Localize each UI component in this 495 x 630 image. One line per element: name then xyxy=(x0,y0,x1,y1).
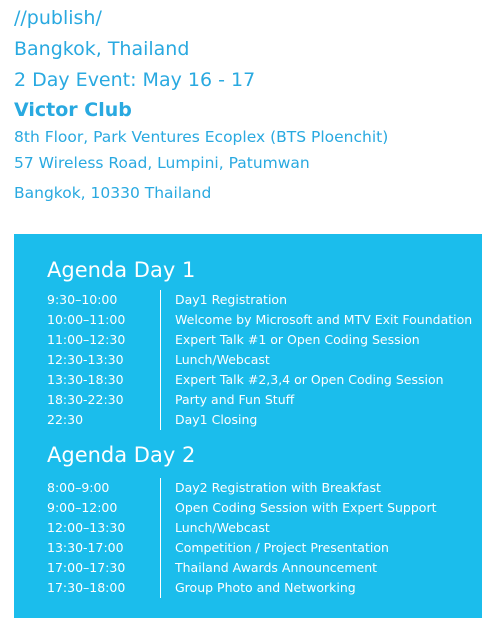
schedule-time: 13:30-18:30 xyxy=(47,372,124,387)
schedule-time: 9:00–12:00 xyxy=(47,500,118,515)
event-city: Bangkok, Thailand xyxy=(14,38,190,60)
schedule-row xyxy=(47,518,467,538)
schedule-time: 10:00–11:00 xyxy=(47,312,126,327)
event-header xyxy=(14,6,388,207)
schedule-row xyxy=(47,538,467,558)
schedule-event: Lunch/Webcast xyxy=(175,352,270,367)
column-divider xyxy=(160,558,161,578)
event-dates: 2 Day Event: May 16 - 17 xyxy=(14,69,256,91)
schedule-time: 17:00–17:30 xyxy=(47,560,126,575)
schedule-time: 9:30–10:00 xyxy=(47,292,118,307)
schedule-row xyxy=(47,370,467,390)
schedule-event: Expert Talk #2,3,4 or Open Coding Session xyxy=(175,372,444,387)
schedule-row xyxy=(47,410,467,430)
schedule-event: Thailand Awards Announcement xyxy=(175,560,378,575)
agenda-day-2-title: Agenda Day 2 xyxy=(47,443,196,467)
schedule-event: Expert Talk #1 or Open Coding Session xyxy=(175,332,420,347)
column-divider xyxy=(160,310,161,330)
agenda-panel xyxy=(14,234,482,618)
schedule-event: Day1 Registration xyxy=(175,292,287,307)
schedule-time: 17:30–18:00 xyxy=(47,580,126,595)
column-divider xyxy=(160,538,161,558)
schedule-row xyxy=(47,498,467,518)
schedule-time: 18:30-22:30 xyxy=(47,392,124,407)
schedule-row xyxy=(47,558,467,578)
schedule-row xyxy=(47,330,467,350)
schedule-time: 12:30-13:30 xyxy=(47,352,124,367)
address-line-2: 57 Wireless Road, Lumpini, Patumwan xyxy=(14,154,310,172)
schedule-event: Day2 Registration with Breakfast xyxy=(175,480,381,495)
column-divider xyxy=(160,330,161,350)
schedule-event: Group Photo and Networking xyxy=(175,580,356,595)
schedule-event: Day1 Closing xyxy=(175,412,258,427)
publish-tag: //publish/ xyxy=(14,7,102,29)
schedule-row xyxy=(47,290,467,310)
schedule-time: 22:30 xyxy=(47,412,84,427)
schedule-row xyxy=(47,390,467,410)
column-divider xyxy=(160,410,161,430)
schedule-event: Party and Fun Stuff xyxy=(175,392,295,407)
schedule-event: Open Coding Session with Expert Support xyxy=(175,500,437,515)
column-divider xyxy=(160,290,161,310)
address-line-1: 8th Floor, Park Ventures Ecoplex (BTS Ploenchit) xyxy=(14,128,389,146)
agenda-day-1-schedule xyxy=(47,290,473,430)
schedule-event: Welcome by Microsoft and MTV Exit Foundation xyxy=(175,312,473,327)
schedule-event: Lunch/Webcast xyxy=(175,520,270,535)
column-divider xyxy=(160,518,161,538)
schedule-row xyxy=(47,350,467,370)
agenda-day-1-title: Agenda Day 1 xyxy=(47,258,196,282)
schedule-row xyxy=(47,478,467,498)
schedule-time: 12:00–13:30 xyxy=(47,520,126,535)
column-divider xyxy=(160,498,161,518)
schedule-time: 11:00–12:30 xyxy=(47,332,126,347)
schedule-event: Competition / Project Presentation xyxy=(175,540,389,555)
column-divider xyxy=(160,390,161,410)
column-divider xyxy=(160,370,161,390)
address-line-3: Bangkok, 10330 Thailand xyxy=(14,184,212,202)
schedule-row xyxy=(47,578,467,598)
schedule-time: 13:30-17:00 xyxy=(47,540,124,555)
column-divider xyxy=(160,478,161,498)
schedule-time: 8:00–9:00 xyxy=(47,480,110,495)
venue-name: Victor Club xyxy=(14,99,132,121)
column-divider xyxy=(160,578,161,598)
column-divider xyxy=(160,350,161,370)
agenda-day-2-schedule xyxy=(47,478,467,598)
schedule-row xyxy=(47,310,473,330)
